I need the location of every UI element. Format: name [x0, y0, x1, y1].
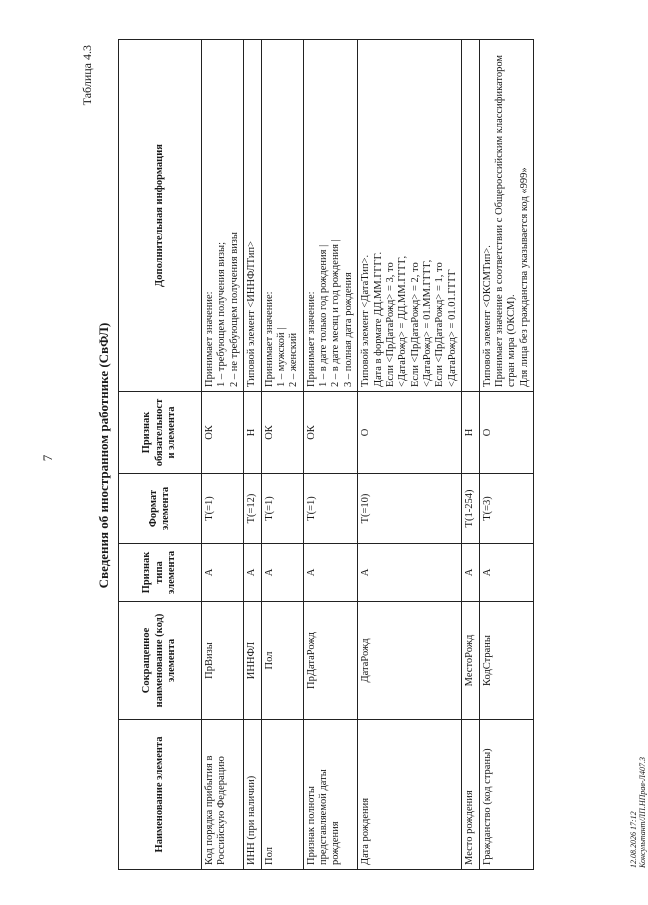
info-line: Если <ПрДатаРожд> = 1, то [434, 262, 446, 387]
cell-name: ИНН (при наличии) [244, 720, 261, 870]
cell-type: А [244, 544, 261, 602]
cell-type: А [358, 544, 462, 602]
cell-required: Н [462, 392, 479, 474]
cell-format: T(=10) [358, 474, 462, 544]
footer-date: 12.08.2026 17:12 [628, 811, 638, 868]
cell-name: Дата рождения [358, 720, 462, 870]
cell-code: ИННФЛ [244, 602, 261, 720]
cell-info [479, 40, 534, 392]
cell-required: О [479, 392, 534, 474]
info-line: Для лица без гражданства указывается код «999» [518, 167, 530, 387]
header-required: Признак обязательности элемента [119, 392, 202, 474]
footer-stamp [629, 757, 648, 868]
cell-required: О [358, 392, 462, 474]
info-line: <ДатаРожд> = ДД.ММ.ГГГГ, [397, 255, 409, 387]
data-table [118, 39, 534, 870]
table-title: Сведения об иностранном работнике (СвФЛ) [96, 322, 111, 589]
info-line: Принимает значение: [263, 291, 275, 387]
header-type: Признак типа элемента [119, 544, 202, 602]
info-line: <ДатаРожд> = 01.01.ГГГГ [446, 269, 458, 387]
info-line: Если <ПрДатаРожд> = 3, то [384, 262, 396, 387]
info-line: 2 – не требующем получения визы [228, 232, 240, 387]
cell-format: T(=12) [244, 474, 261, 544]
cell-required: ОК [261, 392, 303, 474]
info-line: Дата в формате ДД.ММ.ГГГГ. [372, 251, 384, 387]
cell-required: Н [244, 392, 261, 474]
info-line: 2 – женский [288, 332, 300, 387]
cell-name: Признак полноты представляемой даты рождения [303, 720, 358, 870]
cell-code: МестоРожд [462, 602, 479, 720]
cell-required: ОК [202, 392, 244, 474]
cell-info [462, 40, 479, 392]
table-row [244, 40, 261, 870]
info-line: <ДатаРожд> = 01.ММ.ГГГГ, [422, 259, 433, 387]
cell-code: КодСтраны [479, 602, 534, 720]
cell-code: Пол [261, 602, 303, 720]
info-line: Принимает значение в соответствии с Общероссийским классификатором стран мира (ОКСМ). [493, 54, 518, 387]
cell-info [244, 40, 261, 392]
rotated-table-page [72, 33, 648, 878]
cell-type: А [462, 544, 479, 602]
info-line: Типовой элемент <ДатаТип>. [360, 254, 372, 387]
info-line: 1 – в дате только год рождения | [318, 244, 329, 387]
cell-code: ПрВизы [202, 602, 244, 720]
table-row [303, 40, 358, 870]
info-line: 3 – полная дата рождения [342, 272, 354, 387]
cell-code: ПрДатаРожд [303, 602, 358, 720]
table-header-row [119, 40, 202, 870]
cell-type: А [202, 544, 244, 602]
cell-code: ДатаРожд [358, 602, 462, 720]
cell-info [202, 40, 244, 392]
info-line: Принимает значение: [305, 291, 317, 387]
table-label: Таблица 4.3 [80, 45, 94, 106]
cell-info [261, 40, 303, 392]
cell-info [358, 40, 462, 392]
info-line: 1 – мужской | [275, 327, 287, 387]
cell-name: Место рождения [462, 720, 479, 870]
footer-source: Консультант/ЛП.НПрав-Л407.3 [638, 757, 648, 868]
table-row [479, 40, 534, 870]
header-code: Сокращенное наименование (код) элемента [119, 602, 202, 720]
cell-format: T(=1) [261, 474, 303, 544]
cell-type: А [303, 544, 358, 602]
cell-info [303, 40, 358, 392]
table-row [202, 40, 244, 870]
info-line: Принимает значение: [204, 291, 215, 387]
cell-format: T(=3) [479, 474, 534, 544]
cell-name: Код порядка прибытия в Российскую Федерацию [202, 720, 244, 870]
info-line: 1 – требующем получения визы; [216, 242, 228, 387]
table-row [358, 40, 462, 870]
cell-type: А [261, 544, 303, 602]
cell-type: А [479, 544, 534, 602]
table-row [261, 40, 303, 870]
header-name: Наименование элемента [119, 720, 202, 870]
cell-required: ОК [303, 392, 358, 474]
table-row [462, 40, 479, 870]
info-line: Типовой элемент <ОКСМТип>. [481, 245, 493, 387]
cell-format: T(=1) [202, 474, 244, 544]
info-line: 2 – в дате месяц и год рождения | [330, 239, 342, 387]
page-number: 7 [40, 454, 55, 462]
info-line: Если <ПрДатаРожд> = 2, то [409, 262, 421, 387]
header-info: Дополнительная информация [119, 40, 202, 392]
header-format: Формат элемента [119, 474, 202, 544]
info-line: Типовой элемент <ИННФЛТип> [246, 241, 258, 387]
cell-name: Пол [261, 720, 303, 870]
cell-format: T(1-254) [462, 474, 479, 544]
cell-name: Гражданство (код страны) [479, 720, 534, 870]
cell-format: T(=1) [303, 474, 358, 544]
